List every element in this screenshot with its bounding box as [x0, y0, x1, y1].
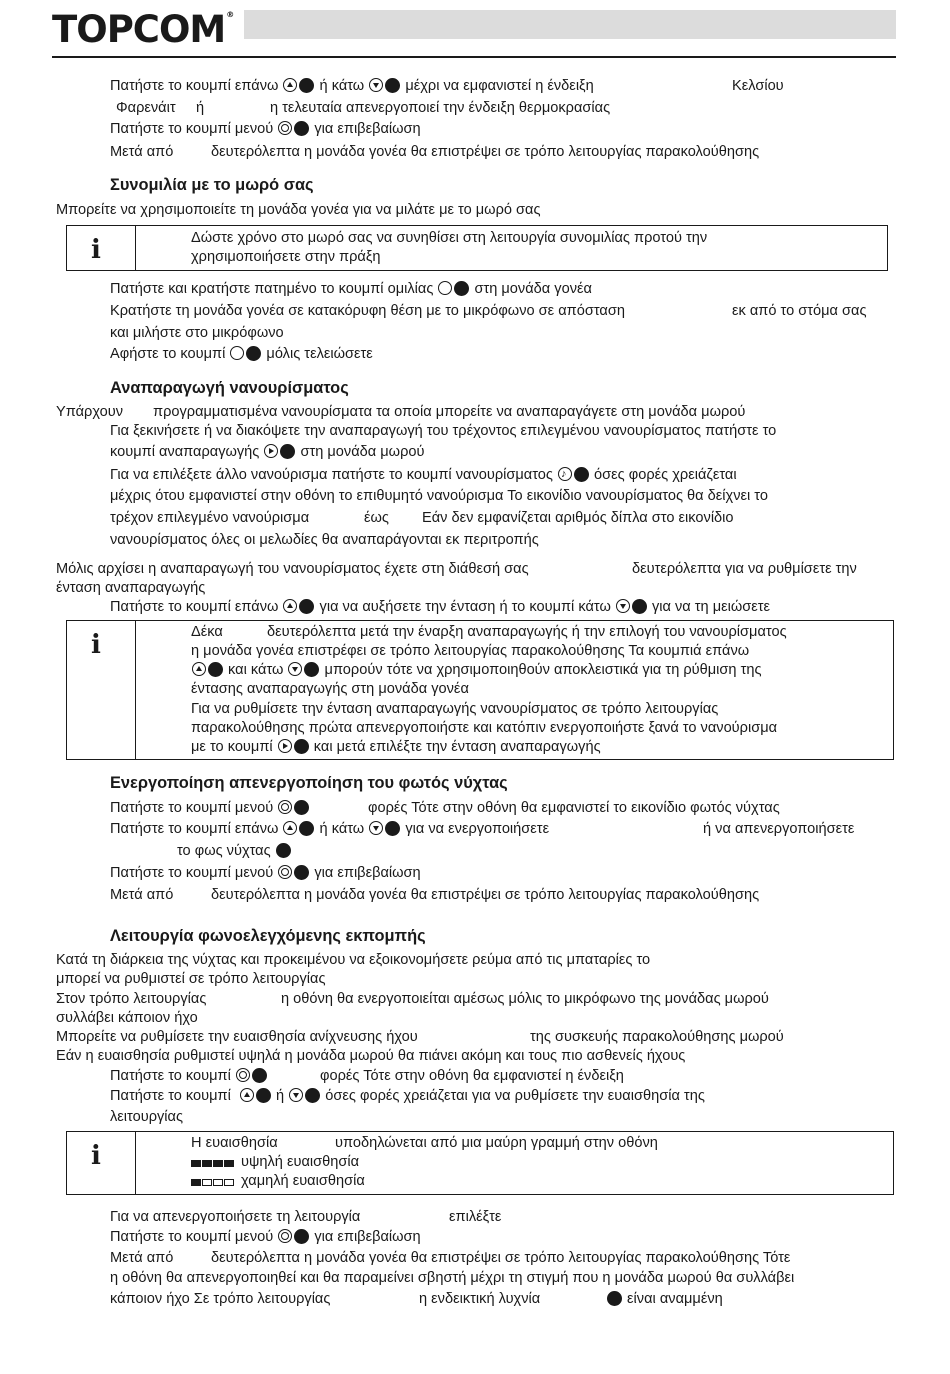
text-line: Πατήστε το κουμπί επάνω ή κάτω για να ενεργοποιήσετε	[110, 821, 550, 837]
text-line: επιλέξτε	[449, 1209, 502, 1225]
text-line: εκ από το στόμα σας	[732, 303, 867, 319]
indicator-led-icon	[607, 1291, 622, 1306]
text-line: της συσκευής παρακολούθησης μωρού	[530, 1029, 784, 1045]
note-line: έντασης αναπαραγωγής στη μονάδα γονέα	[191, 681, 469, 697]
text-line: Πατήστε το κουμπί επάνω για να αυξήσετε την ένταση ή το κουμπί κάτω για να τη μειώσετε	[110, 599, 771, 615]
play-button-icon	[278, 739, 292, 753]
text-line: Πατήστε το κουμπί μενού για επιβεβαίωση	[110, 121, 421, 137]
up-button-icon	[192, 662, 206, 676]
text-line: Φαρενάιτ	[116, 100, 176, 116]
note-line: η μονάδα γονέα επιστρέφει σε τρόπο λειτουργίας παρακολούθησης Τα κουμπιά επάνω	[191, 643, 750, 659]
text-line: ένταση αναπαραγωγής	[56, 580, 206, 596]
text-line: τρέχον επιλεγμένο νανούρισμα	[110, 510, 310, 526]
menu-button-icon	[236, 1068, 250, 1082]
text-line: η ενδεικτική λυχνία	[419, 1291, 541, 1307]
text-line: και μιλήστε στο μικρόφωνο	[110, 325, 284, 341]
info-note	[66, 620, 894, 760]
up-button-icon	[283, 78, 297, 92]
text-line: το φως νύχτας	[177, 842, 292, 860]
text-line: Υπάρχουν	[56, 404, 123, 420]
text-line: Κρατήστε τη μονάδα γονέα σε κατακόρυφη θέση με το μικρόφωνο σε απόσταση	[110, 303, 625, 319]
text-line: δευτερόλεπτα η μονάδα γονέα θα επιστρέψει σε τρόπο λειτουργίας παρακολούθησης Τότε	[211, 1250, 791, 1266]
text-line: Μετά από	[110, 144, 174, 160]
menu-button-icon	[278, 1229, 292, 1243]
text-line: Στον τρόπο λειτουργίας	[56, 991, 207, 1007]
up-button-icon	[240, 1088, 254, 1102]
note-line: Δώστε χρόνο στο μωρό σας να συνηθίσει στη λειτουργία συνομιλίας προτού την	[191, 230, 708, 246]
info-note	[66, 1131, 894, 1195]
text-line: λειτουργίας	[110, 1109, 184, 1125]
text-line: Πατήστε το κουμπί ή όσες φορές χρειάζεται για να ρυθμίσετε την ευαισθησία της	[110, 1088, 705, 1104]
text-line: Μπορείτε να χρησιμοποιείτε τη μονάδα γονέα για να μιλάτε με το μωρό σας	[56, 202, 541, 218]
up-button-icon	[283, 821, 297, 835]
menu-button-icon	[278, 800, 292, 814]
text-line: ή να απενεργοποιήσετε	[703, 821, 855, 837]
text-line: μπορεί να ρυθμιστεί σε τρόπο λειτουργίας	[56, 971, 326, 987]
text-line: δευτερόλεπτα η μονάδα γονέα θα επιστρέψει σε τρόπο λειτουργίας παρακολούθησης	[211, 887, 760, 903]
text-line: Πατήστε και κρατήστε πατημένο το κουμπί ομιλίας στη μονάδα γονέα	[110, 281, 592, 297]
note-line: χρησιμοποιήσετε στην πράξη	[191, 249, 381, 265]
sensitivity-bar-icon	[191, 1154, 235, 1172]
text-line: Αφήστε το κουμπί μόλις τελειώσετε	[110, 346, 373, 362]
note-line: Η ευαισθησία	[191, 1135, 278, 1151]
text-line: είναι αναμμένη	[606, 1290, 723, 1308]
text-line: Μετά από	[110, 887, 174, 903]
note-line: με το κουμπί και μετά επιλέξτε την ένταση αναπαραγωγής	[191, 739, 601, 755]
text-line: Πατήστε το κουμπί μενού	[110, 799, 310, 817]
note-line: δευτερόλεπτα μετά την έναρξη αναπαραγωγής ή την επιλογή του νανουρίσματος	[267, 624, 787, 640]
down-button-icon	[369, 78, 383, 92]
text-line: η οθόνη θα ενεργοποιείται αμέσως μόλις το μικρόφωνο της μονάδας μωρού	[281, 991, 769, 1007]
text-line: κάποιον ήχο Σε τρόπο λειτουργίας	[110, 1291, 331, 1307]
text-line: Κατά τη διάρκεια της νύχτας και προκειμένου να εξοικονομήσετε ρεύμα από τις μπαταρίες το	[56, 952, 651, 968]
lullaby-button-icon	[558, 467, 572, 481]
text-line: έως	[364, 510, 389, 526]
section-heading: Ενεργοποίηση απενεργοποίηση του φωτός νύχτας	[110, 774, 508, 792]
text-line: Μόλις αρχίσει η αναπαραγωγή του νανουρίσματος έχετε στη διάθεσή σας	[56, 561, 529, 577]
text-line: δευτερόλεπτα η μονάδα γονέα θα επιστρέψει σε τρόπο λειτουργίας παρακολούθησης	[211, 144, 760, 160]
brand-logo: TOPCOM®	[52, 8, 234, 51]
text-line: Κελσίου	[732, 78, 784, 94]
text-line: δευτερόλεπτα για να ρυθμίσετε την	[632, 561, 857, 577]
note-line: Δέκα	[191, 624, 223, 640]
note-line: παρακολούθησης πρώτα απενεργοποιήστε και κατόπιν ενεργοποιήστε ξανά το νανούρισμα	[191, 720, 778, 736]
text-line: Πατήστε το κουμπί μενού για επιβεβαίωση	[110, 1229, 421, 1245]
text-line: φορές Τότε στην οθόνη θα εμφανιστεί το εικονίδιο φωτός νύχτας	[368, 800, 780, 816]
note-line: υποδηλώνεται από μια μαύρη γραμμή στην οθόνη	[335, 1135, 658, 1151]
talk-button-icon	[438, 281, 452, 295]
text-line: Πατήστε το κουμπί	[110, 1067, 268, 1085]
info-icon: i	[91, 1141, 101, 1171]
text-line: Μπορείτε να ρυθμίσετε την ευαισθησία ανίχνευσης ήχου	[56, 1029, 418, 1045]
info-icon: i	[91, 630, 101, 660]
note-line: χαμηλή ευαισθησία	[191, 1172, 365, 1191]
note-line: υψηλή ευαισθησία	[191, 1153, 359, 1172]
text-line: Μετά από	[110, 1250, 174, 1266]
play-button-icon	[264, 444, 278, 458]
text-line: νανουρίσματος όλες οι μελωδίες θα αναπαράγονται εκ περιτροπής	[110, 532, 539, 548]
note-line: Για να ρυθμίσετε την ένταση αναπαραγωγής νανουρίσματος σε τρόπο λειτουργίας	[191, 701, 719, 717]
section-heading: Αναπαραγωγή νανουρίσματος	[110, 379, 349, 397]
info-note	[66, 225, 888, 271]
text-line: φορές Τότε στην οθόνη θα εμφανιστεί η ένδειξη	[320, 1068, 624, 1084]
info-icon: i	[91, 235, 101, 265]
menu-button-icon	[278, 865, 292, 879]
section-heading: Συνομιλία με το μωρό σας	[110, 176, 314, 194]
down-button-icon	[289, 1088, 303, 1102]
text-line: Για ξεκινήσετε ή να διακόψετε την αναπαραγωγή του τρέχοντος επιλεγμένου νανουρίσματος πατήστε το	[110, 423, 777, 439]
text-line: κουμπί αναπαραγωγής στη μονάδα μωρού	[110, 444, 425, 460]
up-button-icon	[283, 599, 297, 613]
text-line: Για να επιλέξετε άλλο νανούρισμα πατήστε το κουμπί νανουρίσματος ♪ όσες φορές χρειάζεται	[110, 466, 737, 484]
header-bar	[244, 10, 896, 39]
down-button-icon	[288, 662, 302, 676]
text-line: η τελευταία απενεργοποιεί την ένδειξη θερμοκρασίας	[270, 100, 611, 116]
text-line: Για να απενεργοποιήσετε τη λειτουργία	[110, 1209, 361, 1225]
text-line: ή	[196, 100, 205, 116]
text-line: συλλάβει κάποιον ήχο	[56, 1010, 198, 1026]
text-line: Εάν δεν εμφανίζεται αριθμός δίπλα στο εικονίδιο	[422, 510, 734, 526]
text-line: μέχρις ότου εμφανιστεί στην οθόνη το επιθυμητό νανούρισμα Το εικονίδιο νανουρίσματος θα δείχνει το	[110, 488, 768, 504]
sensitivity-bar-icon	[191, 1173, 235, 1191]
down-button-icon	[616, 599, 630, 613]
note-line: και κάτω μπορούν τότε να χρησιμοποιηθούν αποκλειστικά για τη ρύθμιση της	[191, 661, 762, 679]
text-line: Πατήστε το κουμπί μενού για επιβεβαίωση	[110, 865, 421, 881]
text-line: Εάν η ευαισθησία ρυθμιστεί υψηλά η μονάδα μωρού θα πιάνει ακόμη και τους πιο ασθενείς ήχους	[56, 1048, 686, 1064]
down-button-icon	[369, 821, 383, 835]
section-heading: Λειτουργία φωνοελεγχόμενης εκπομπής	[110, 927, 426, 945]
text-line: προγραμματισμένα νανουρίσματα τα οποία μπορείτε να αναπαραγάγετε στη μονάδα μωρού	[153, 404, 746, 420]
menu-button-icon	[278, 121, 292, 135]
text-line: η οθόνη θα απενεργοποιηθεί και θα παραμείνει σβηστή μέχρι τη στιγμή που η μονάδα μωρού θα συλλάβει	[110, 1270, 795, 1286]
talk-button-icon	[230, 346, 244, 360]
header-rule	[52, 56, 896, 58]
text-line: Πατήστε το κουμπί επάνω ή κάτω μέχρι να εμφανιστεί η ένδειξη	[110, 78, 594, 94]
